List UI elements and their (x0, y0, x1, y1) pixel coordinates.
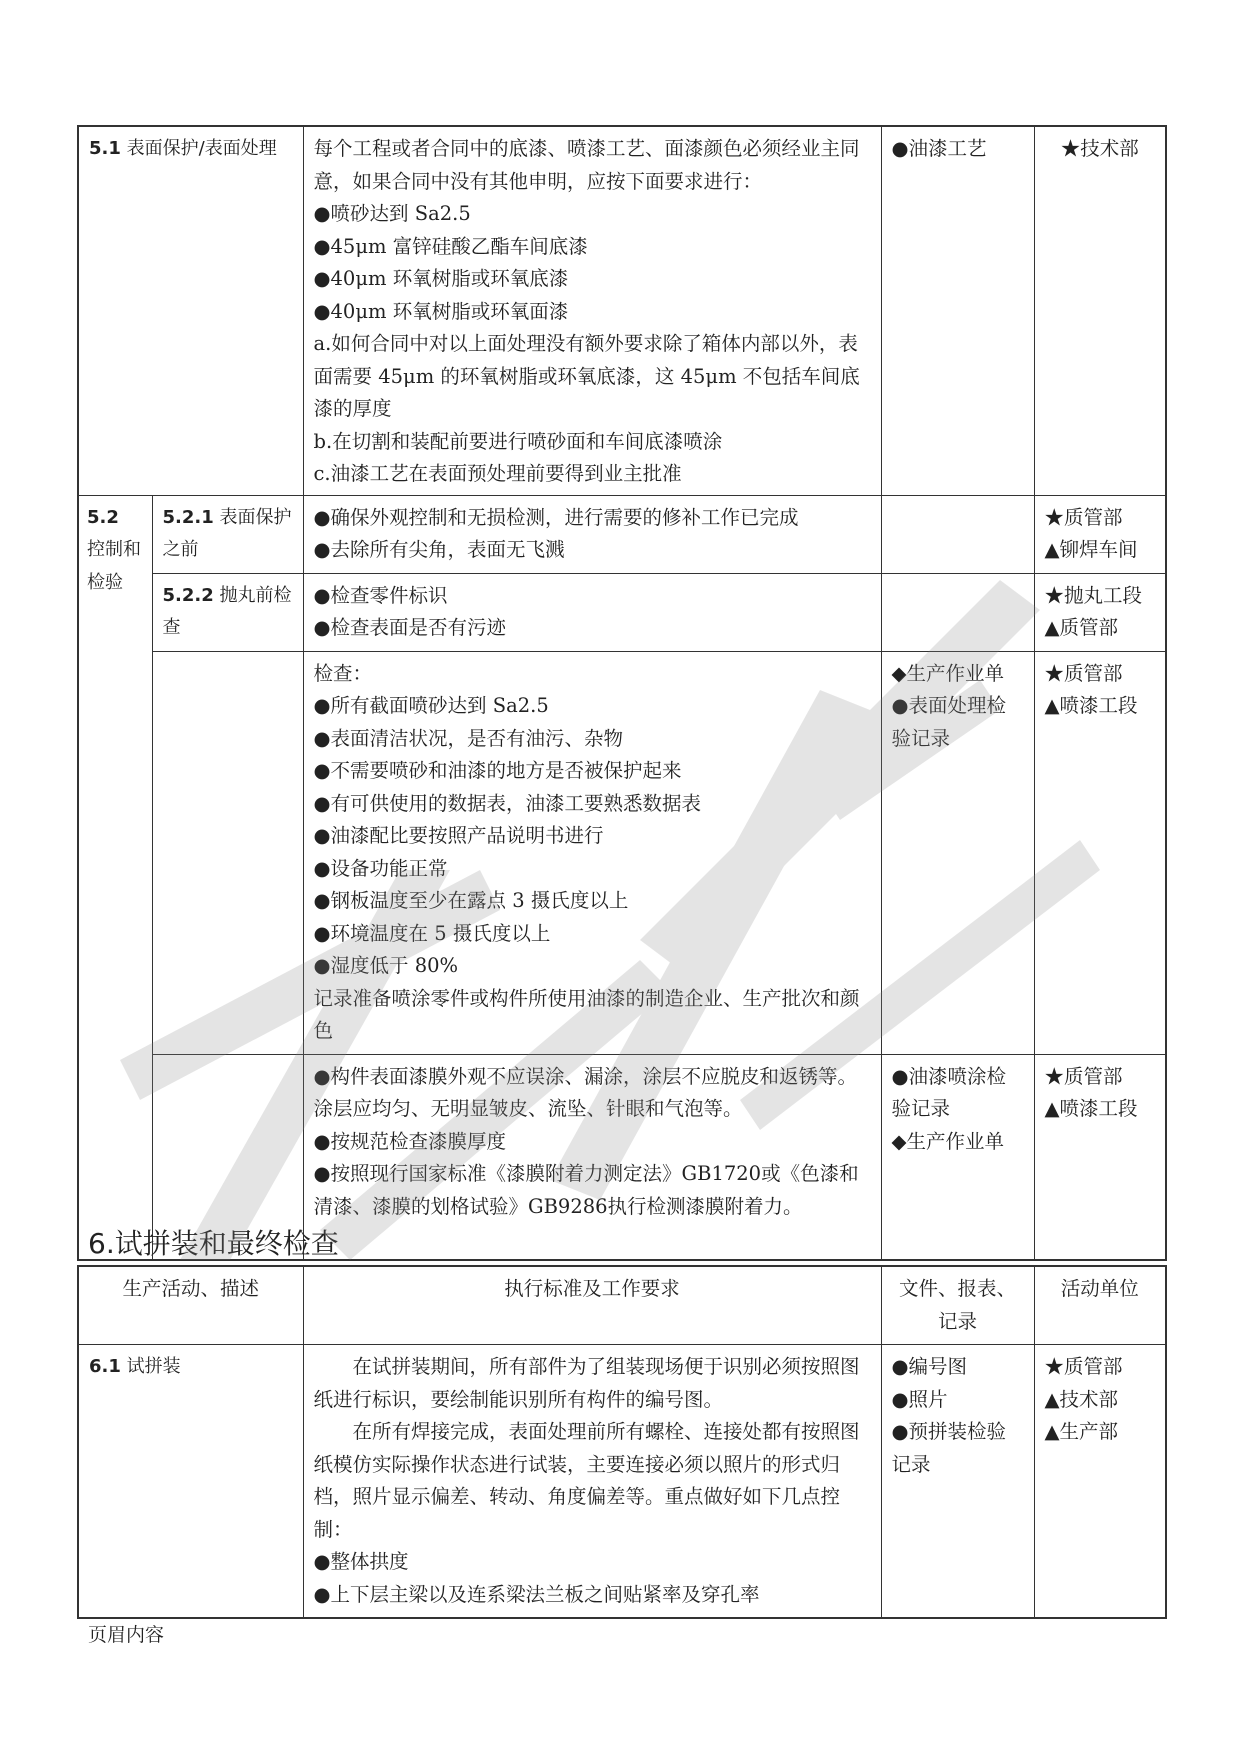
row-label-5-2-2: 5.2.2 抛丸前检查 (152, 573, 303, 651)
row-content-5-2-4: ●构件表面漆膜外观不应误涂、漏涂，涂层不应脱皮和返锈等。涂层应均匀、无明显皱皮、流坠、针眼和气泡等。 ●按规范检查漆膜厚度 ●按照现行国家标准《漆膜附着力测定法》GB1720或《色漆和清漆、漆膜的划格试验》GB9286执行检测漆膜附着力。 (303, 1054, 881, 1260)
row-docs-5-2-2 (881, 573, 1034, 651)
row-units-5-2-3: ★质管部 ▲喷漆工段 (1034, 651, 1166, 1054)
page-footer: 页眉内容 (88, 1624, 165, 1646)
row-units-5-2-4: ★质管部 ▲喷漆工段 (1034, 1054, 1166, 1260)
table-row (78, 495, 1166, 573)
section6-table (77, 1265, 1167, 1619)
column-header-activity: 生产活动、描述 (78, 1266, 303, 1345)
row-label-5-2-1: 5.2.1 表面保护之前 (152, 495, 303, 573)
row-units-5-2-1: ★质管部 ▲铆焊车间 (1034, 495, 1166, 573)
row-content-6-1: 在试拼装期间，所有部件为了组装现场便于识别必须按照图纸进行标识，要绘制能识别所有构件的编号图。 在所有焊接完成，表面处理前所有螺栓、连接处都有按照图纸模仿实际操作状态进行试装，主要连接必须以照片的形式归档，照片显示偏差、转动、角度偏差等。重点做好如下几点控制： ●整体拱度 ●上下层主梁以及连系梁法兰板之间贴紧率及穿孔率 (303, 1345, 881, 1619)
column-header-documents: 文件、报表、记录 (881, 1266, 1034, 1345)
row-docs-5-1: ●油漆工艺 (881, 126, 1034, 495)
column-header-standards: 执行标准及工作要求 (303, 1266, 881, 1345)
row-docs-5-2-1 (881, 495, 1034, 573)
table-row (78, 573, 1166, 651)
row-docs-5-2-4: ●油漆喷涂检验记录 ◆生产作业单 (881, 1054, 1034, 1260)
table-row (78, 1345, 1166, 1619)
row-docs-6-1: ●编号图 ●照片 ●预拼装检验记录 (881, 1345, 1034, 1619)
column-header-units: 活动单位 (1034, 1266, 1166, 1345)
row-content-5-1: 每个工程或者合同中的底漆、喷漆工艺、面漆颜色必须经业主同意，如果合同中没有其他申明，应按下面要求进行： ●喷砂达到 Sa2.5 ●45μm 富锌硅酸乙酯车间底漆 ●40μm 环氧树脂或环氧底漆 ●40μm 环氧树脂或环氧面漆 a.如何合同中对以上面处理没有额外要求除了箱体内部以外，表面需要 45μm 的环氧树脂或环氧底漆，这 45μm 不包括车间底漆的厚度 b.在切割和装配前要进行喷砂面和车间底漆喷涂 c.油漆工艺在表面预处理前要得到业主批准 (303, 126, 881, 495)
row-docs-5-2-3: ◆生产作业单 ●表面处理检验记录 (881, 651, 1034, 1054)
row-units-6-1: ★质管部 ▲技术部 ▲生产部 (1034, 1345, 1166, 1619)
table-row (78, 126, 1166, 495)
row-label-5-2: 5.2 控制和检验 (78, 495, 152, 1260)
row-label-6-1: 6.1 试拼装 (78, 1345, 303, 1619)
section5-table (77, 125, 1167, 1261)
row-label-5-1: 5.1 表面保护/表面处理 (78, 126, 303, 495)
table-row (78, 651, 1166, 1054)
row-label-5-2-3 (152, 651, 303, 1054)
row-content-5-2-1: ●确保外观控制和无损检测，进行需要的修补工作已完成 ●去除所有尖角，表面无飞溅 (303, 495, 881, 573)
row-content-5-2-3: 检查： ●所有截面喷砂达到 Sa2.5 ●表面清洁状况，是否有油污、杂物 ●不需要喷砂和油漆的地方是否被保护起来 ●有可供使用的数据表，油漆工要熟悉数据表 ●油漆配比要按照产品说明书进行 ●设备功能正常 ●钢板温度至少在露点 3 摄氏度以上 ●环境温度在 5 摄氏度以上 ●湿度低于 80% 记录准备喷涂零件或构件所使用油漆的制造企业、生产批次和颜色 (303, 651, 881, 1054)
row-content-5-2-2: ●检查零件标识 ●检查表面是否有污迹 (303, 573, 881, 651)
row-units-5-2-2: ★抛丸工段 ▲质管部 (1034, 573, 1166, 651)
table-header-row (78, 1266, 1166, 1345)
section6-heading: 6.试拼装和最终检查 (88, 1227, 339, 1260)
row-units-5-1: ★技术部 (1034, 126, 1166, 495)
